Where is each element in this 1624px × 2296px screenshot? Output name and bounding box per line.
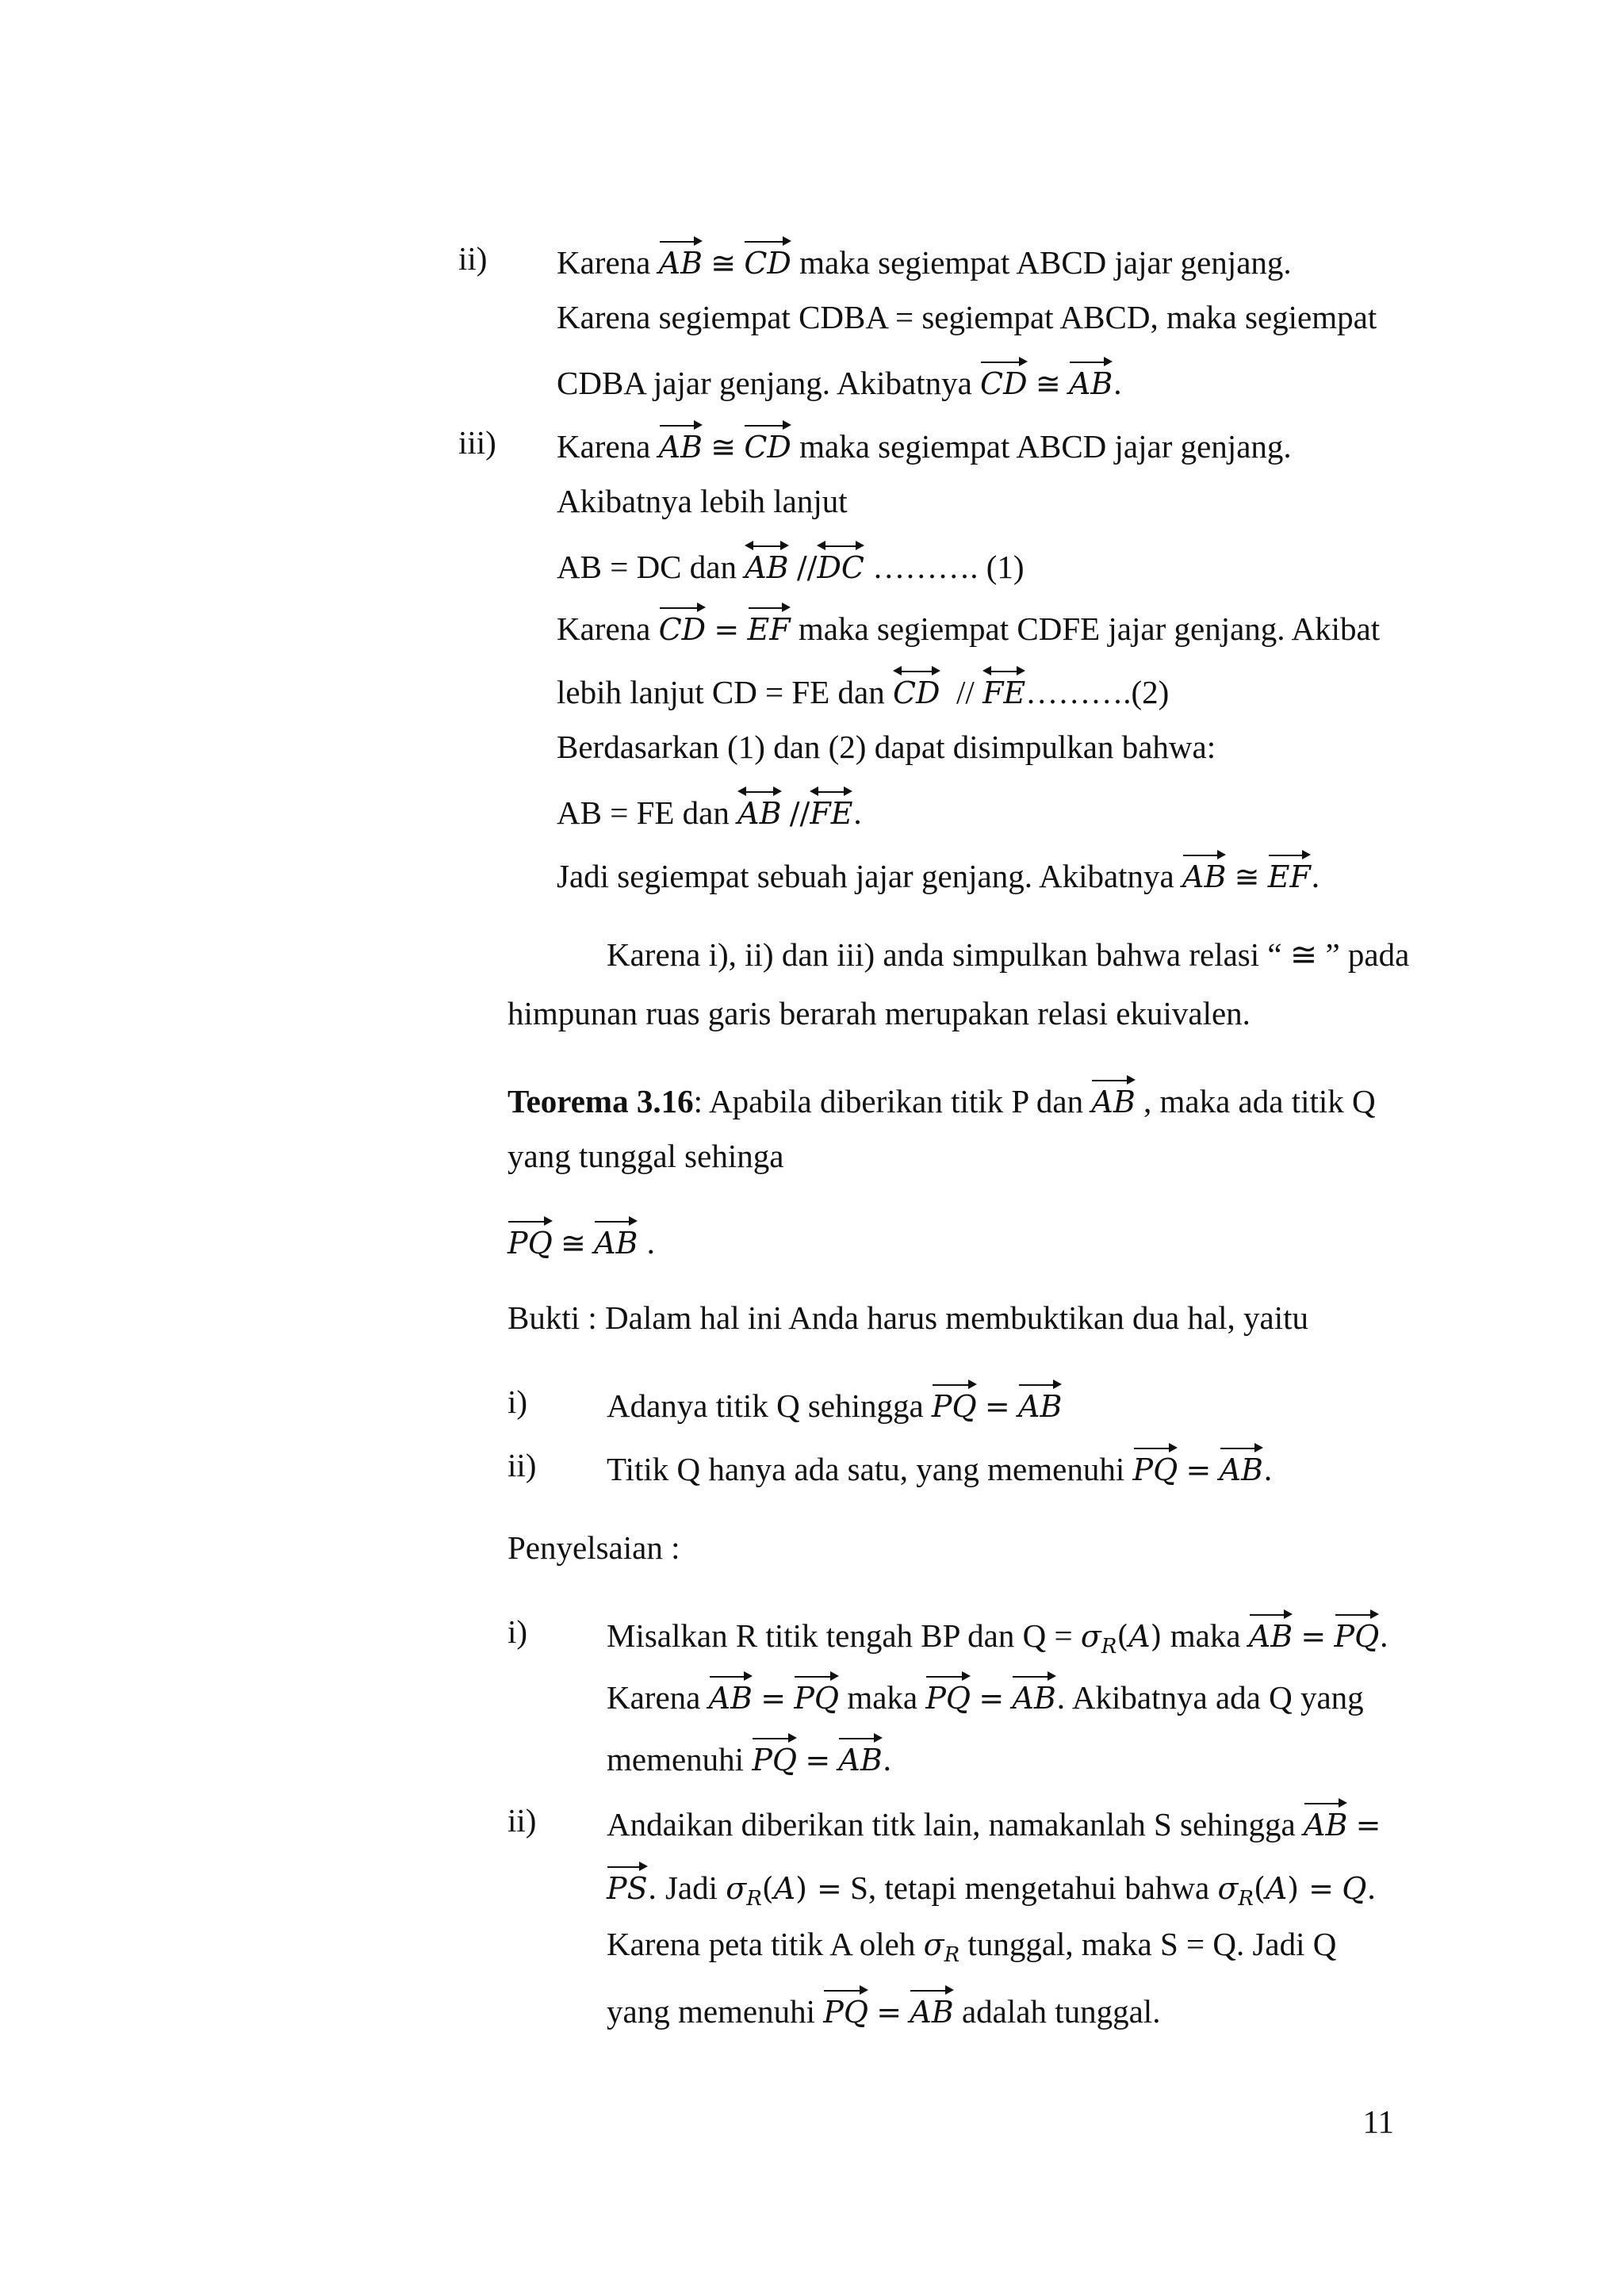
math-line: PQ ≅ AB . xyxy=(508,1218,656,1264)
text-line: AB = FE dan AB // FE. xyxy=(557,788,863,834)
text-line: Berdasarkan (1) dan (2) dapat disimpulkan bahwa: xyxy=(557,729,1216,765)
theorem-label: Teorema 3.16 xyxy=(508,1083,694,1119)
text-line: Karena peta titik A oleh $\sigma_R$ tunggal, maka S = Q. Jadi Q xyxy=(607,1926,1337,1967)
text-line: AB = DC dan AB // DC ………. (1) xyxy=(557,542,1025,588)
text-line: Karena AB = PQ maka PQ = AB. Akibatnya ada Q yang xyxy=(607,1673,1364,1719)
text-line: Karena CD = EF maka segiempat CDFE jajar genjang. Akibat xyxy=(557,604,1380,650)
text-line: Karena i), ii) dan iii) anda simpulkan bahwa relasi “ ≅ ” pada xyxy=(607,936,1410,973)
item-marker-ii: ii) xyxy=(458,240,488,277)
theorem-line: Teorema 3.16: Apabila diberikan titik P dan AB , maka ada titik Q xyxy=(508,1077,1376,1123)
text-line: lebih lanjut CD = FE dan CD // FE……….(2) xyxy=(557,668,1169,714)
text-line: CDBA jajar genjang. Akibatnya CD ≅ AB. xyxy=(557,358,1122,404)
text-line: yang tunggal sehinga xyxy=(508,1138,784,1174)
text-line: Penyelsaian : xyxy=(508,1529,680,1566)
text-line: Akibatnya lebih lanjut xyxy=(557,483,848,519)
text-line: Adanya titik Q sehingga PQ = AB xyxy=(607,1381,1062,1427)
text-line: Andaikan diberikan titk lain, namakanlah S sehingga AB = xyxy=(607,1800,1381,1846)
text-line: Bukti : Dalam hal ini Anda harus membuktikan dua hal, yaitu xyxy=(508,1299,1309,1336)
text-line: Jadi segiempat sebuah jajar genjang. Akibatnya AB ≅ EF. xyxy=(557,851,1320,897)
text-line: Karena segiempat CDBA = segiempat ABCD, maka segiempat xyxy=(557,299,1377,335)
page-number: 11 xyxy=(1362,2103,1394,2140)
item-marker-iii: iii) xyxy=(458,424,496,461)
item-marker-ii: ii) xyxy=(508,1447,537,1483)
item-marker-i: i) xyxy=(508,1613,528,1650)
text-line: PS. Jadi $\sigma_R(A) = S$, tetapi mengetahui bahwa $\sigma_R(A) = Q$. xyxy=(607,1863,1377,1919)
text-line: Titik Q hanya ada satu, yang memenuhi PQ = AB. xyxy=(607,1445,1273,1490)
item-marker-ii: ii) xyxy=(508,1802,537,1839)
text-line: yang memenuhi PQ = AB adalah tunggal. xyxy=(607,1987,1160,2033)
text-line: Karena AB ≅ CD maka segiempat ABCD jajar genjang. xyxy=(557,238,1292,284)
text-line: Karena AB ≅ CD maka segiempat ABCD jajar genjang. xyxy=(557,422,1292,468)
item-marker-i: i) xyxy=(508,1383,528,1420)
text-line: memenuhi PQ = AB. xyxy=(607,1735,892,1781)
text-line: himpunan ruas garis berarah merupakan relasi ekuivalen. xyxy=(508,995,1251,1031)
text-line: Misalkan R titik tengah BP dan $Q = \sigma_R(A)$ maka AB = PQ. xyxy=(607,1611,1388,1667)
